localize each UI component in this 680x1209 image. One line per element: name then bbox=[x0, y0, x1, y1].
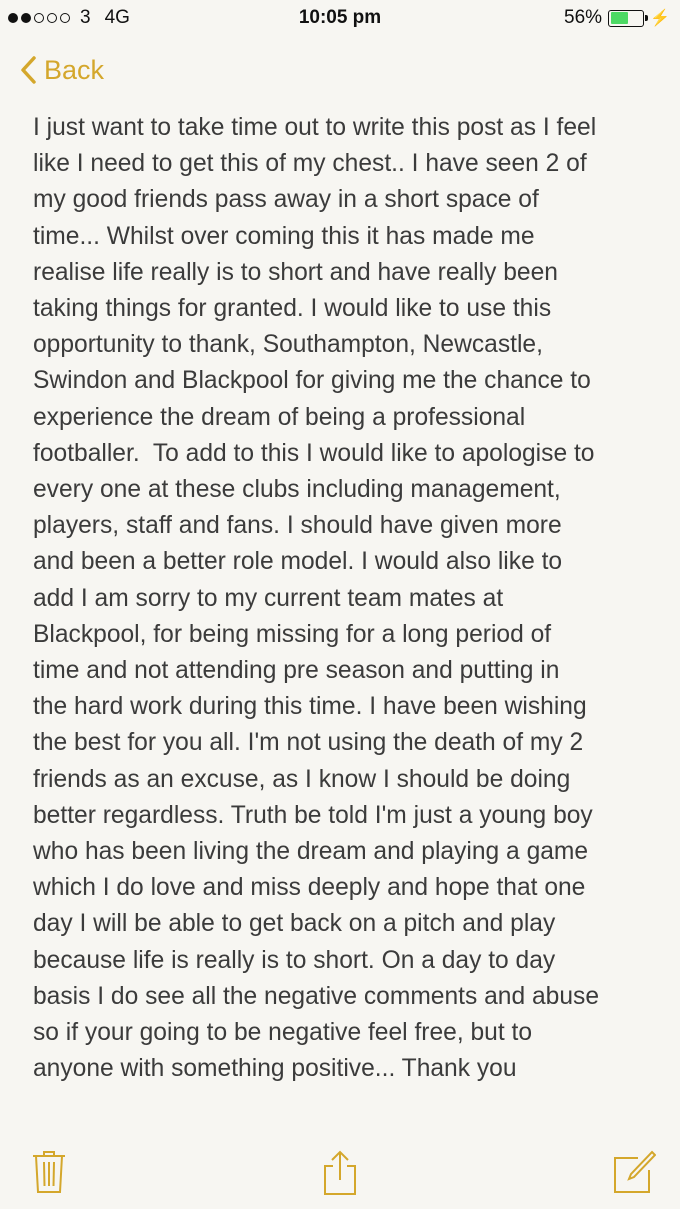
note-line: the hard work during this time. I have been wishing bbox=[33, 693, 587, 721]
status-time: 10:05 pm bbox=[298, 7, 382, 28]
charging-bolt-icon: ⚡ bbox=[650, 10, 670, 27]
note-line: time and not attending pre season and putting in bbox=[33, 657, 560, 685]
note-line: taking things for granted. I would like to use this bbox=[33, 295, 552, 323]
battery-fill bbox=[611, 12, 628, 24]
note-line: and been a better role model. I would also like to bbox=[33, 548, 563, 576]
note-line: Blackpool, for being missing for a long period of bbox=[33, 620, 552, 648]
note-line: footballer. To add to this I would like to apologise to bbox=[33, 439, 595, 467]
network-type: 4G bbox=[104, 7, 130, 28]
note-line: opportunity to thank, Southampton, Newcastle, bbox=[33, 331, 543, 359]
note-line: which I do love and miss deeply and hope that one bbox=[33, 874, 586, 902]
share-icon bbox=[322, 1150, 358, 1196]
note-line: the best for you all. I'm not using the death of my 2 bbox=[33, 729, 584, 757]
note-line: players, staff and fans. I should have given more bbox=[33, 512, 562, 540]
note-line: I just want to take time out to write this post as I feel bbox=[33, 114, 597, 141]
note-line: basis I do see all the negative comments and abuse bbox=[33, 982, 600, 1010]
compose-icon bbox=[612, 1150, 656, 1194]
battery-icon bbox=[608, 10, 644, 27]
chevron-left-icon bbox=[20, 56, 36, 84]
note-line: friends as an excuse, as I know I should be doing bbox=[33, 765, 571, 793]
note-line: experience the dream of being a professional bbox=[33, 403, 526, 431]
note-line: so if your going to be negative feel free, but to bbox=[33, 1019, 533, 1047]
carrier-name: 3 bbox=[80, 7, 91, 28]
note-line: Swindon and Blackpool for giving me the chance to bbox=[33, 367, 591, 395]
note-line: day I will be able to get back on a pitch and play bbox=[33, 910, 556, 938]
status-bar bbox=[0, 0, 680, 36]
note-line: add I am sorry to my current team mates at bbox=[33, 584, 504, 612]
trash-icon bbox=[32, 1150, 66, 1194]
back-button[interactable] bbox=[20, 50, 104, 90]
compose-button[interactable] bbox=[612, 1150, 656, 1199]
note-line: every one at these clubs including management, bbox=[33, 476, 561, 504]
note-line: who has been living the dream and playing a game bbox=[33, 838, 589, 866]
note-line: my good friends pass away in a short space of bbox=[33, 186, 539, 214]
note-line: because life is really is to short. On a day to day bbox=[33, 946, 556, 974]
note-line: time... Whilst over coming this it has made me bbox=[33, 222, 535, 250]
trash-button[interactable] bbox=[32, 1150, 66, 1199]
share-button[interactable] bbox=[322, 1150, 358, 1201]
note-line: anyone with something positive... Thank you bbox=[33, 1055, 517, 1083]
back-label: Back bbox=[44, 54, 105, 85]
note-line: like I need to get this of my chest.. I have seen 2 of bbox=[33, 150, 587, 178]
note-line: realise life really is to short and have really been bbox=[33, 258, 558, 286]
status-right bbox=[564, 7, 670, 29]
battery-percent: 56% bbox=[564, 7, 603, 28]
note-line: better regardless. Truth be told I'm just a young boy bbox=[33, 801, 593, 829]
note-body[interactable] bbox=[33, 110, 658, 1087]
